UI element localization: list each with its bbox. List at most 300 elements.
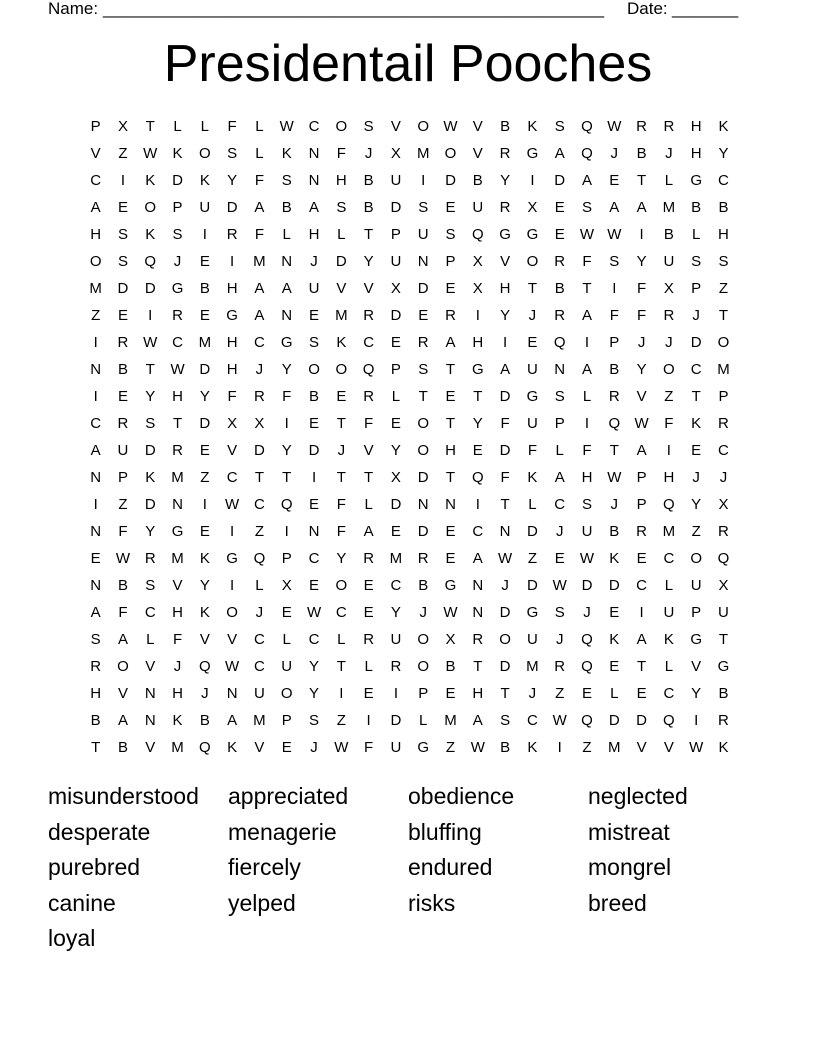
grid-letter[interactable]: O bbox=[417, 118, 430, 135]
grid-letter[interactable]: S bbox=[172, 226, 183, 243]
grid-letter[interactable]: R bbox=[417, 550, 429, 567]
grid-letter[interactable]: T bbox=[637, 172, 647, 189]
grid-letter[interactable]: E bbox=[554, 226, 565, 243]
grid-letter[interactable]: A bbox=[636, 631, 647, 648]
grid-letter[interactable]: A bbox=[472, 712, 483, 729]
grid-letter[interactable]: R bbox=[445, 307, 456, 324]
grid-letter[interactable]: W bbox=[306, 604, 322, 621]
grid-letter[interactable]: D bbox=[117, 280, 129, 297]
grid-letter[interactable]: D bbox=[499, 388, 511, 405]
grid-letter[interactable]: B bbox=[636, 145, 647, 162]
grid-letter[interactable]: U bbox=[117, 442, 129, 459]
grid-letter[interactable]: T bbox=[364, 226, 374, 243]
grid-letter[interactable]: A bbox=[90, 604, 101, 621]
grid-letter[interactable]: H bbox=[226, 361, 238, 378]
grid-letter[interactable]: E bbox=[554, 550, 565, 567]
grid-letter[interactable]: O bbox=[417, 442, 430, 459]
grid-letter[interactable]: E bbox=[390, 523, 401, 540]
grid-letter[interactable]: T bbox=[609, 442, 619, 459]
grid-letter[interactable]: Q bbox=[581, 145, 593, 162]
grid-letter[interactable]: R bbox=[663, 307, 675, 324]
grid-letter[interactable]: K bbox=[145, 469, 156, 486]
grid-letter[interactable]: J bbox=[501, 577, 509, 594]
grid-letter[interactable]: V bbox=[145, 658, 156, 675]
grid-letter[interactable]: R bbox=[472, 631, 484, 648]
grid-letter[interactable]: W bbox=[115, 550, 131, 567]
grid-letter[interactable]: B bbox=[199, 280, 210, 297]
grid-letter[interactable]: O bbox=[417, 658, 430, 675]
grid-letter[interactable]: F bbox=[254, 226, 265, 243]
grid-letter[interactable]: T bbox=[254, 469, 265, 486]
grid-letter[interactable]: E bbox=[281, 604, 292, 621]
grid-letter[interactable]: X bbox=[390, 145, 401, 162]
grid-letter[interactable]: E bbox=[390, 415, 401, 432]
grid-letter[interactable]: O bbox=[199, 145, 211, 162]
grid-letter[interactable]: L bbox=[391, 388, 401, 405]
grid-letter[interactable]: C bbox=[254, 658, 265, 675]
grid-letter[interactable]: N bbox=[417, 253, 429, 270]
grid-letter[interactable]: K bbox=[145, 172, 156, 189]
grid-letter[interactable]: N bbox=[308, 145, 320, 162]
grid-letter[interactable]: R bbox=[663, 118, 675, 135]
grid-letter[interactable]: I bbox=[93, 388, 98, 405]
grid-letter[interactable]: A bbox=[581, 172, 592, 189]
grid-letter[interactable]: L bbox=[255, 577, 264, 594]
grid-letter[interactable]: B bbox=[663, 226, 674, 243]
grid-letter[interactable]: F bbox=[664, 415, 674, 432]
grid-letter[interactable]: K bbox=[199, 604, 210, 621]
grid-letter[interactable]: L bbox=[419, 712, 428, 729]
grid-letter[interactable]: M bbox=[171, 550, 184, 567]
grid-letter[interactable]: L bbox=[664, 658, 674, 675]
grid-letter[interactable]: J bbox=[173, 658, 182, 675]
grid-letter[interactable]: Z bbox=[664, 388, 674, 405]
grid-letter[interactable]: O bbox=[526, 253, 539, 270]
grid-letter[interactable]: L bbox=[255, 118, 264, 135]
grid-letter[interactable]: I bbox=[584, 415, 590, 432]
grid-letter[interactable]: A bbox=[117, 712, 128, 729]
grid-letter[interactable]: G bbox=[417, 739, 430, 756]
grid-letter[interactable]: X bbox=[445, 631, 456, 648]
grid-letter[interactable]: D bbox=[445, 172, 456, 189]
grid-letter[interactable]: B bbox=[609, 361, 620, 378]
grid-letter[interactable]: H bbox=[226, 334, 238, 351]
grid-letter[interactable]: R bbox=[117, 334, 129, 351]
grid-letter[interactable]: N bbox=[226, 685, 238, 702]
grid-letter[interactable]: Q bbox=[581, 658, 593, 675]
name-field[interactable]: _____________________________________________________ bbox=[103, 0, 605, 18]
grid-letter[interactable]: V bbox=[390, 118, 401, 135]
grid-letter[interactable]: H bbox=[445, 442, 456, 459]
grid-letter[interactable]: D bbox=[636, 712, 647, 729]
grid-letter[interactable]: U bbox=[390, 172, 402, 189]
grid-letter[interactable]: E bbox=[445, 199, 456, 216]
grid-letter[interactable]: J bbox=[528, 307, 537, 324]
grid-letter[interactable]: U bbox=[581, 523, 593, 540]
grid-letter[interactable]: Y bbox=[636, 253, 647, 270]
grid-letter[interactable]: K bbox=[527, 118, 538, 135]
grid-letter[interactable]: Y bbox=[145, 523, 156, 540]
grid-letter[interactable]: K bbox=[609, 631, 620, 648]
grid-letter[interactable]: M bbox=[662, 523, 676, 540]
grid-letter[interactable]: E bbox=[281, 739, 292, 756]
grid-letter[interactable]: A bbox=[90, 442, 101, 459]
grid-letter[interactable]: F bbox=[118, 604, 128, 621]
grid-letter[interactable]: I bbox=[475, 307, 480, 324]
grid-letter[interactable]: W bbox=[443, 118, 458, 135]
grid-letter[interactable]: P bbox=[281, 712, 292, 729]
grid-letter[interactable]: O bbox=[144, 199, 157, 216]
grid-letter[interactable]: A bbox=[554, 145, 565, 162]
grid-letter[interactable]: V bbox=[145, 739, 156, 756]
grid-letter[interactable]: E bbox=[609, 658, 620, 675]
grid-letter[interactable]: P bbox=[554, 415, 565, 432]
grid-letter[interactable]: Q bbox=[144, 253, 157, 270]
grid-letter[interactable]: K bbox=[718, 739, 729, 756]
grid-letter[interactable]: L bbox=[282, 631, 291, 648]
grid-letter[interactable]: E bbox=[117, 388, 128, 405]
grid-letter[interactable]: K bbox=[172, 145, 183, 162]
grid-letter[interactable]: N bbox=[472, 604, 484, 621]
grid-letter[interactable]: O bbox=[117, 658, 129, 675]
grid-letter[interactable]: X bbox=[227, 415, 238, 432]
grid-letter[interactable]: R bbox=[499, 145, 511, 162]
grid-letter[interactable]: C bbox=[90, 172, 102, 189]
grid-letter[interactable]: F bbox=[582, 442, 592, 459]
grid-letter[interactable]: W bbox=[334, 739, 349, 756]
grid-letter[interactable]: I bbox=[666, 442, 671, 459]
grid-letter[interactable]: V bbox=[90, 145, 101, 162]
grid-letter[interactable]: K bbox=[663, 631, 674, 648]
grid-letter[interactable]: Y bbox=[636, 361, 647, 378]
grid-letter[interactable]: L bbox=[146, 631, 155, 648]
grid-letter[interactable]: T bbox=[582, 280, 592, 297]
grid-letter[interactable]: H bbox=[663, 469, 675, 486]
grid-letter[interactable]: O bbox=[444, 145, 457, 162]
grid-letter[interactable]: Z bbox=[527, 550, 537, 567]
grid-letter[interactable]: X bbox=[718, 496, 729, 513]
grid-letter[interactable]: V bbox=[227, 442, 238, 459]
grid-letter[interactable]: C bbox=[254, 496, 265, 513]
grid-letter[interactable]: T bbox=[637, 658, 647, 675]
grid-letter[interactable]: K bbox=[227, 739, 238, 756]
grid-letter[interactable]: S bbox=[418, 361, 429, 378]
grid-letter[interactable]: U bbox=[663, 604, 675, 621]
grid-letter[interactable]: K bbox=[336, 334, 347, 351]
grid-letter[interactable]: I bbox=[694, 712, 699, 729]
grid-letter[interactable]: V bbox=[636, 739, 647, 756]
grid-letter[interactable]: Q bbox=[581, 712, 593, 729]
grid-letter[interactable]: R bbox=[172, 442, 183, 459]
grid-letter[interactable]: W bbox=[470, 739, 485, 756]
grid-letter[interactable]: W bbox=[279, 118, 294, 135]
grid-letter[interactable]: Z bbox=[336, 712, 346, 729]
grid-letter[interactable]: L bbox=[200, 118, 209, 135]
grid-letter[interactable]: C bbox=[363, 334, 375, 351]
grid-letter[interactable]: Z bbox=[718, 280, 729, 297]
grid-letter[interactable]: O bbox=[417, 631, 430, 648]
grid-letter[interactable]: I bbox=[202, 496, 207, 513]
grid-letter[interactable]: V bbox=[472, 118, 483, 135]
grid-letter[interactable]: E bbox=[199, 307, 210, 324]
grid-letter[interactable]: I bbox=[503, 334, 508, 351]
grid-letter[interactable]: W bbox=[225, 496, 240, 513]
grid-letter[interactable]: T bbox=[336, 469, 346, 486]
grid-letter[interactable]: I bbox=[148, 307, 153, 324]
grid-letter[interactable]: L bbox=[610, 685, 619, 702]
grid-letter[interactable]: A bbox=[636, 442, 647, 459]
grid-letter[interactable]: J bbox=[692, 307, 700, 324]
grid-letter[interactable]: D bbox=[690, 334, 702, 351]
grid-letter[interactable]: R bbox=[608, 388, 620, 405]
grid-letter[interactable]: S bbox=[445, 226, 456, 243]
grid-letter[interactable]: S bbox=[554, 388, 565, 405]
grid-letter[interactable]: R bbox=[718, 523, 729, 540]
grid-letter[interactable]: Y bbox=[691, 496, 702, 513]
grid-letter[interactable]: S bbox=[90, 631, 101, 648]
grid-letter[interactable]: L bbox=[364, 658, 373, 675]
grid-letter[interactable]: F bbox=[527, 442, 537, 459]
grid-letter[interactable]: W bbox=[143, 334, 158, 351]
grid-letter[interactable]: R bbox=[90, 658, 102, 675]
grid-letter[interactable]: M bbox=[717, 361, 730, 378]
grid-letter[interactable]: H bbox=[172, 604, 183, 621]
grid-letter[interactable]: C bbox=[254, 631, 265, 648]
grid-letter[interactable]: N bbox=[90, 361, 102, 378]
grid-letter[interactable]: A bbox=[254, 199, 265, 216]
grid-letter[interactable]: C bbox=[335, 604, 347, 621]
grid-letter[interactable]: U bbox=[417, 226, 429, 243]
grid-letter[interactable]: I bbox=[93, 334, 98, 351]
grid-letter[interactable]: B bbox=[691, 199, 702, 216]
grid-letter[interactable]: P bbox=[172, 199, 183, 216]
grid-letter[interactable]: B bbox=[363, 199, 374, 216]
grid-letter[interactable]: X bbox=[663, 280, 674, 297]
grid-letter[interactable]: C bbox=[636, 577, 647, 594]
grid-letter[interactable]: T bbox=[718, 631, 729, 648]
grid-letter[interactable]: V bbox=[636, 388, 647, 405]
grid-letter[interactable]: K bbox=[718, 118, 729, 135]
grid-letter[interactable]: X bbox=[390, 280, 401, 297]
grid-letter[interactable]: W bbox=[607, 118, 622, 135]
grid-letter[interactable]: C bbox=[90, 415, 102, 432]
grid-letter[interactable]: V bbox=[172, 577, 183, 594]
grid-letter[interactable]: Q bbox=[663, 496, 675, 513]
grid-letter[interactable]: S bbox=[145, 577, 156, 594]
grid-letter[interactable]: Y bbox=[390, 604, 401, 621]
grid-letter[interactable]: F bbox=[500, 469, 510, 486]
grid-letter[interactable]: N bbox=[90, 523, 102, 540]
grid-letter[interactable]: S bbox=[117, 253, 128, 270]
grid-letter[interactable]: J bbox=[719, 469, 728, 486]
grid-letter[interactable]: Y bbox=[281, 442, 292, 459]
grid-letter[interactable]: M bbox=[253, 253, 266, 270]
grid-letter[interactable]: I bbox=[202, 226, 207, 243]
grid-letter[interactable]: K bbox=[691, 415, 702, 432]
grid-letter[interactable]: I bbox=[230, 523, 235, 540]
grid-letter[interactable]: I bbox=[639, 226, 644, 243]
grid-letter[interactable]: M bbox=[389, 550, 403, 567]
grid-letter[interactable]: D bbox=[499, 442, 511, 459]
grid-letter[interactable]: I bbox=[339, 685, 344, 702]
grid-letter[interactable]: Q bbox=[253, 550, 266, 567]
grid-letter[interactable]: V bbox=[500, 253, 511, 270]
grid-letter[interactable]: C bbox=[690, 361, 702, 378]
grid-letter[interactable]: S bbox=[500, 712, 511, 729]
grid-letter[interactable]: W bbox=[607, 226, 622, 243]
grid-letter[interactable]: E bbox=[309, 307, 320, 324]
grid-letter[interactable]: E bbox=[472, 442, 483, 459]
grid-letter[interactable]: G bbox=[444, 577, 457, 594]
grid-letter[interactable]: E bbox=[363, 685, 374, 702]
grid-letter[interactable]: B bbox=[117, 577, 128, 594]
grid-letter[interactable]: M bbox=[89, 280, 102, 297]
grid-letter[interactable]: Y bbox=[309, 685, 320, 702]
grid-letter[interactable]: E bbox=[199, 253, 210, 270]
grid-letter[interactable]: J bbox=[337, 442, 346, 459]
grid-letter[interactable]: S bbox=[418, 199, 429, 216]
grid-letter[interactable]: J bbox=[665, 334, 673, 351]
grid-letter[interactable]: J bbox=[610, 145, 619, 162]
grid-letter[interactable]: E bbox=[445, 550, 456, 567]
grid-letter[interactable]: C bbox=[390, 577, 402, 594]
grid-letter[interactable]: H bbox=[499, 280, 511, 297]
date-field[interactable]: _______ bbox=[672, 0, 739, 18]
grid-letter[interactable]: N bbox=[281, 307, 293, 324]
grid-letter[interactable]: I bbox=[393, 685, 398, 702]
grid-letter[interactable]: I bbox=[530, 172, 535, 189]
grid-letter[interactable]: Z bbox=[582, 739, 592, 756]
grid-letter[interactable]: F bbox=[282, 388, 292, 405]
grid-letter[interactable]: X bbox=[527, 199, 538, 216]
grid-letter[interactable]: P bbox=[636, 469, 647, 486]
grid-letter[interactable]: C bbox=[308, 550, 320, 567]
grid-letter[interactable]: Z bbox=[118, 145, 128, 162]
grid-letter[interactable]: I bbox=[557, 739, 562, 756]
grid-letter[interactable]: T bbox=[527, 280, 537, 297]
grid-letter[interactable]: R bbox=[636, 523, 647, 540]
grid-letter[interactable]: U bbox=[390, 631, 402, 648]
grid-letter[interactable]: B bbox=[445, 658, 456, 675]
grid-letter[interactable]: G bbox=[171, 523, 184, 540]
grid-letter[interactable]: E bbox=[445, 523, 456, 540]
grid-letter[interactable]: E bbox=[309, 415, 320, 432]
grid-letter[interactable]: K bbox=[172, 712, 183, 729]
grid-letter[interactable]: T bbox=[91, 739, 101, 756]
grid-letter[interactable]: C bbox=[718, 442, 729, 459]
grid-letter[interactable]: F bbox=[254, 172, 265, 189]
grid-letter[interactable]: E bbox=[636, 550, 647, 567]
grid-letter[interactable]: N bbox=[417, 496, 429, 513]
grid-letter[interactable]: L bbox=[582, 388, 592, 405]
grid-letter[interactable]: T bbox=[691, 388, 701, 405]
grid-letter[interactable]: E bbox=[445, 280, 456, 297]
grid-letter[interactable]: R bbox=[636, 118, 647, 135]
grid-letter[interactable]: P bbox=[691, 604, 702, 621]
grid-letter[interactable]: J bbox=[310, 253, 318, 270]
grid-letter[interactable]: E bbox=[636, 685, 647, 702]
grid-letter[interactable]: V bbox=[363, 280, 374, 297]
grid-letter[interactable]: M bbox=[526, 658, 539, 675]
grid-letter[interactable]: Q bbox=[362, 361, 375, 378]
grid-letter[interactable]: R bbox=[254, 388, 265, 405]
grid-letter[interactable]: T bbox=[172, 415, 183, 432]
grid-letter[interactable]: L bbox=[555, 442, 564, 459]
grid-letter[interactable]: R bbox=[226, 226, 238, 243]
grid-letter[interactable]: D bbox=[172, 172, 183, 189]
grid-letter[interactable]: E bbox=[309, 577, 320, 594]
grid-letter[interactable]: X bbox=[472, 280, 483, 297]
grid-letter[interactable]: F bbox=[227, 118, 237, 135]
grid-letter[interactable]: L bbox=[282, 226, 291, 243]
grid-letter[interactable]: R bbox=[390, 658, 402, 675]
grid-letter[interactable]: O bbox=[717, 334, 730, 351]
grid-letter[interactable]: E bbox=[445, 685, 456, 702]
grid-letter[interactable]: X bbox=[472, 253, 483, 270]
grid-letter[interactable]: F bbox=[364, 415, 374, 432]
grid-letter[interactable]: M bbox=[416, 145, 430, 162]
grid-letter[interactable]: D bbox=[199, 361, 211, 378]
grid-letter[interactable]: B bbox=[500, 118, 511, 135]
grid-letter[interactable]: V bbox=[363, 442, 374, 459]
grid-letter[interactable]: B bbox=[90, 712, 101, 729]
grid-letter[interactable]: Q bbox=[581, 118, 593, 135]
grid-letter[interactable]: C bbox=[308, 118, 320, 135]
grid-letter[interactable]: I bbox=[230, 253, 235, 270]
grid-letter[interactable]: C bbox=[308, 631, 320, 648]
grid-letter[interactable]: E bbox=[390, 334, 401, 351]
grid-letter[interactable]: D bbox=[526, 523, 538, 540]
grid-letter[interactable]: T bbox=[500, 685, 510, 702]
grid-letter[interactable]: D bbox=[390, 712, 402, 729]
grid-letter[interactable]: Y bbox=[336, 550, 347, 567]
grid-letter[interactable]: C bbox=[554, 496, 566, 513]
grid-letter[interactable]: O bbox=[280, 685, 293, 702]
grid-letter[interactable]: D bbox=[335, 253, 347, 270]
grid-letter[interactable]: U bbox=[690, 577, 702, 594]
grid-letter[interactable]: S bbox=[309, 334, 320, 351]
grid-letter[interactable]: F bbox=[637, 307, 647, 324]
grid-letter[interactable]: U bbox=[526, 415, 538, 432]
grid-letter[interactable]: J bbox=[201, 685, 209, 702]
grid-letter[interactable]: G bbox=[717, 658, 730, 675]
grid-letter[interactable]: Y bbox=[281, 361, 292, 378]
grid-letter[interactable]: T bbox=[336, 415, 346, 432]
grid-letter[interactable]: O bbox=[226, 604, 238, 621]
grid-letter[interactable]: A bbox=[363, 523, 374, 540]
grid-letter[interactable]: A bbox=[636, 199, 647, 216]
grid-letter[interactable]: D bbox=[254, 442, 265, 459]
grid-letter[interactable]: J bbox=[665, 145, 673, 162]
grid-letter[interactable]: P bbox=[445, 253, 456, 270]
grid-letter[interactable]: R bbox=[144, 550, 156, 567]
grid-letter[interactable]: G bbox=[499, 226, 511, 243]
grid-letter[interactable]: D bbox=[226, 199, 238, 216]
grid-letter[interactable]: F bbox=[118, 523, 128, 540]
grid-letter[interactable]: V bbox=[691, 658, 702, 675]
grid-letter[interactable]: Y bbox=[199, 577, 210, 594]
grid-letter[interactable]: E bbox=[90, 550, 101, 567]
grid-letter[interactable]: A bbox=[254, 280, 265, 297]
grid-letter[interactable]: V bbox=[199, 631, 210, 648]
grid-letter[interactable]: K bbox=[609, 550, 620, 567]
grid-letter[interactable]: W bbox=[607, 469, 622, 486]
grid-letter[interactable]: D bbox=[554, 172, 566, 189]
grid-letter[interactable]: F bbox=[364, 739, 374, 756]
grid-letter[interactable]: F bbox=[336, 523, 346, 540]
grid-letter[interactable]: C bbox=[144, 604, 156, 621]
grid-letter[interactable]: S bbox=[554, 604, 565, 621]
